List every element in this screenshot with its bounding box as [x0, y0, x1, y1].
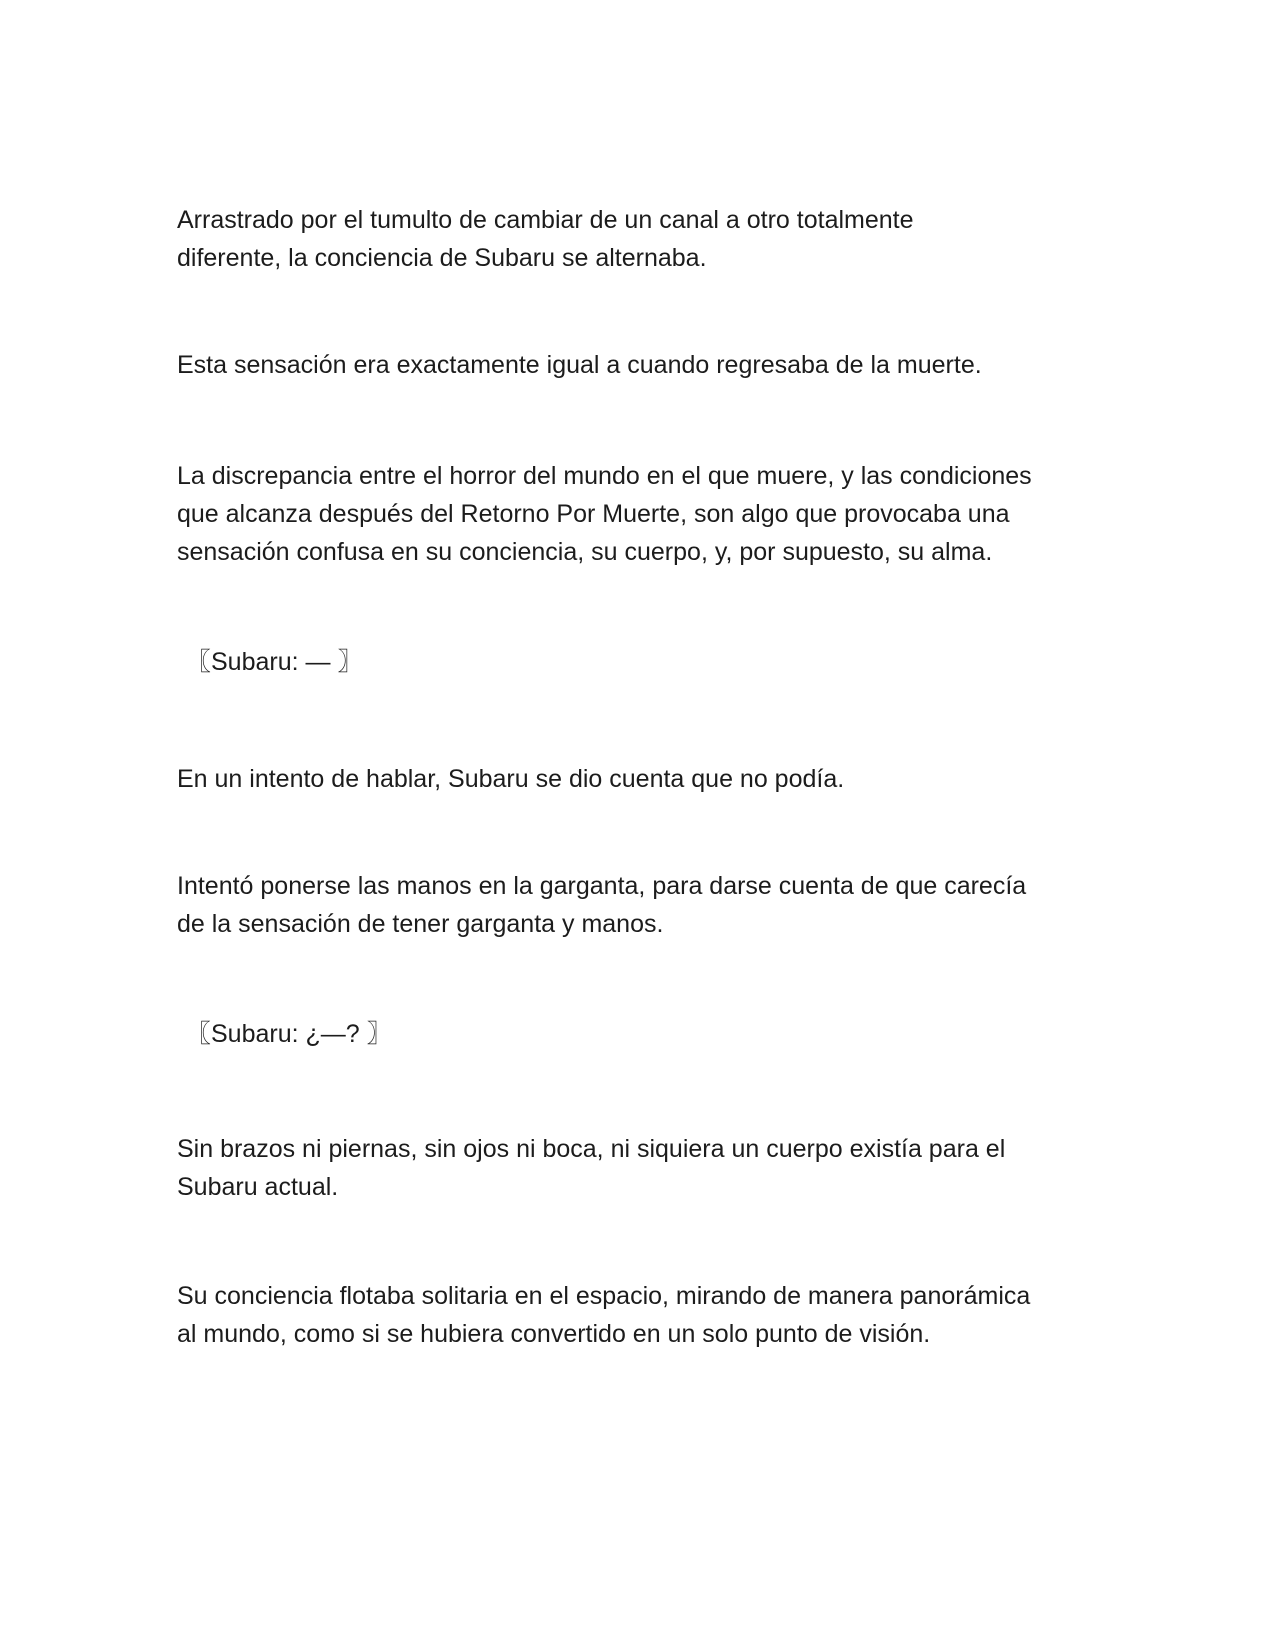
dialogue-line: 〖Subaru: — 〗 — [186, 648, 363, 676]
dialogue-line: 〖Subaru: ¿—? 〗 — [186, 1020, 392, 1048]
paragraph: Esta sensación era exactamente igual a cuando regresaba de la muerte. — [177, 351, 982, 379]
paragraph: La discrepancia entre el horror del mundo en el que muere, y las condiciones que alcanza después del Retorno Por Muerte, son algo que provocaba una sensación confusa en su conciencia, su cuerpo, y, por supuesto, su alma. — [177, 462, 1032, 566]
paragraph: Intentó ponerse las manos en la garganta, para darse cuenta de que carecía de la sensación de tener garganta y manos. — [177, 872, 1027, 938]
paragraph: Arrastrado por el tumulto de cambiar de un canal a otro totalmente diferente, la conciencia de Subaru se alternaba. — [177, 206, 914, 272]
paragraph: Su conciencia flotaba solitaria en el espacio, mirando de manera panorámica al mundo, como si se hubiera convertido en un solo punto de visión. — [177, 1282, 1031, 1348]
paragraph: En un intento de hablar, Subaru se dio cuenta que no podía. — [177, 765, 845, 793]
paragraph: Sin brazos ni piernas, sin ojos ni boca, ni siquiera un cuerpo existía para el Subaru actual. — [177, 1135, 1006, 1201]
